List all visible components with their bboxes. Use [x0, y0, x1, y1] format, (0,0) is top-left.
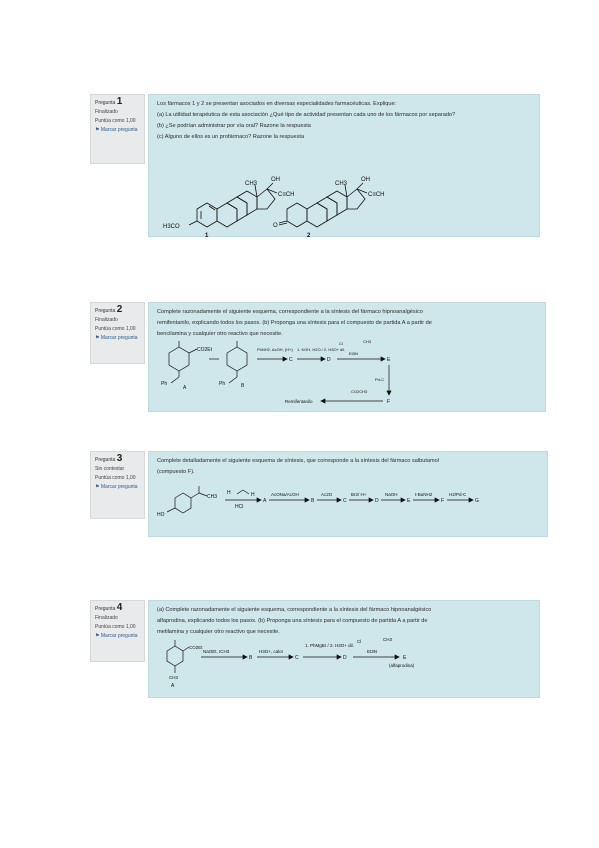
- reagent-label: NaOH: [385, 492, 398, 497]
- question-info-2: [90, 302, 145, 364]
- compound-label: B: [249, 655, 253, 661]
- question-status: Finalizado: [95, 615, 118, 621]
- flag-question-button[interactable]: ⚑ Marcar pregunta: [95, 484, 138, 490]
- reagent-label: HCl: [235, 504, 244, 510]
- molecule-label: OH: [271, 177, 280, 183]
- question-status: Finalizado: [95, 317, 118, 323]
- compound-label: D: [343, 655, 347, 661]
- compound-label: CO2Et: [189, 645, 203, 650]
- reagent-label: 1. PhMgBr / 2. H3O+ dil.: [305, 643, 354, 648]
- molecule-label: H3CO: [163, 224, 180, 230]
- compound-label: Ph: [161, 381, 168, 387]
- reagent-label: NaOEt, ICH3: [203, 649, 230, 654]
- reagent-label: Cl: [339, 341, 343, 346]
- reagent-label: Et3N: [349, 351, 358, 356]
- question-text-line: bencilamina y cualquier otro reactivo que necesite.: [157, 331, 283, 337]
- question-content-1: [148, 94, 540, 237]
- compound-label: A: [171, 683, 175, 689]
- compound-label: Ph: [219, 381, 226, 387]
- question-content-2: [148, 302, 546, 412]
- question-content-4: [148, 600, 540, 698]
- salbutamol-synthesis-scheme: [157, 480, 487, 530]
- reagent-label: CO2CH3: [351, 389, 368, 394]
- molecule-label: CH3: [245, 181, 258, 187]
- compound-label: F: [387, 399, 391, 405]
- molecule-2: [273, 177, 385, 239]
- compound-label: A: [263, 498, 267, 504]
- question-number: Pregunta 2: [95, 304, 123, 315]
- reagent-label: t-BuNH2: [415, 492, 433, 497]
- flag-question-button[interactable]: ⚑ Marcar pregunta: [95, 335, 138, 341]
- svg-text:H: H: [251, 492, 255, 498]
- question-text-line: (b) ¿Se podrían administrar por vía oral? Razone la respuesta: [157, 123, 311, 129]
- compound-label: B: [311, 498, 315, 504]
- reagent-label: Ac2O: [321, 492, 333, 497]
- question-number: Pregunta 1: [95, 96, 123, 107]
- compound-label: C: [295, 655, 299, 661]
- flag-icon: ⚑: [95, 335, 100, 341]
- compound-label: D: [375, 498, 379, 504]
- question-info-4: [90, 600, 145, 662]
- question-text-line: metilamina y cualquier otro reactivo que necesite.: [157, 629, 280, 635]
- compound-label: CH3: [169, 675, 179, 680]
- compound-label: CO2Et: [197, 347, 213, 353]
- product-label: (alfaprodina): [389, 663, 415, 668]
- reagent-label: H: [227, 490, 231, 496]
- reagent-label: PhNH2, AcOH, (H+): [257, 347, 293, 352]
- question-text-line: Los fármacos 1 y 2 se presentan asociados en diversas especialidades farmacéuticas. Explique:: [157, 101, 397, 107]
- reagent-label: Cl: [357, 639, 362, 644]
- reagent-label: H2/Pd-C: [449, 492, 467, 497]
- question-score: Puntúa como 1,00: [95, 475, 136, 481]
- reagent-label: H3O+, calor: [259, 649, 284, 654]
- molecule-number: 1: [205, 233, 209, 239]
- molecule-label: C≡CH: [368, 192, 385, 198]
- compound-label: G: [475, 498, 479, 504]
- product-label: Remifentanilo: [285, 399, 313, 404]
- question-status: Sin contestar: [95, 466, 125, 472]
- molecule-1: [163, 177, 295, 239]
- molecule-label: OH: [361, 177, 370, 183]
- compound-label: D: [327, 357, 331, 363]
- question-info-3: [90, 451, 145, 519]
- svg-text:O: O: [273, 223, 278, 229]
- molecule-label: CH3: [335, 181, 348, 187]
- question-text-line: (compuesto F).: [157, 469, 195, 475]
- reagent-label: AcONa/AcOH: [271, 492, 299, 497]
- question-info-1: [90, 94, 145, 164]
- flag-icon: ⚑: [95, 484, 100, 490]
- question-number: Pregunta 3: [95, 453, 123, 464]
- reagent-label: Et3N: [367, 649, 378, 654]
- question-content-3: [148, 451, 548, 537]
- compound-label: C: [343, 498, 347, 504]
- question-text-line: (c) Alguno de ellos es un profármaco? Razone la respuesta: [157, 134, 305, 140]
- question-score: Puntúa como 1,00: [95, 118, 136, 124]
- remifentanil-synthesis-scheme: [157, 339, 397, 409]
- question-text-line: (a) La utilidad terapéutica de esta asociación ¿Qué tipo de actividad presentan cada uno de los fármacos por separado?: [157, 112, 456, 118]
- compound-label: E: [407, 498, 411, 504]
- question-text-line: remifentanilo, explicando todos los pasos. (b) Proponga una síntesis para el compuesto de partida A a partir de: [157, 320, 432, 326]
- question-number: Pregunta 4: [95, 602, 123, 613]
- flag-question-button[interactable]: ⚑ Marcar pregunta: [95, 127, 138, 133]
- molecule-number: 2: [307, 233, 311, 239]
- compound-label: E: [403, 655, 407, 661]
- compound-label: CH3: [207, 494, 218, 500]
- reagent-label: CH3: [363, 339, 372, 344]
- question-text-line: alfaprodina, explicando todos los pasos. (b) Proponga una síntesis para el compuesto de partida A a partir de: [157, 618, 428, 624]
- compound-label: B: [241, 383, 245, 389]
- question-status: Finalizado: [95, 109, 118, 115]
- reagent-label: Br2/ H+: [351, 492, 367, 497]
- alfaprodine-synthesis-scheme: [157, 637, 427, 697]
- compound-label: E: [387, 357, 391, 363]
- compound-label: C: [289, 357, 293, 363]
- flag-icon: ⚑: [95, 633, 100, 639]
- reagent-label: Pd-C: [375, 377, 385, 382]
- compound-label: HO: [157, 512, 165, 518]
- question-text-line: Complete razonadamente el siguiente esquema, correspondiente a la síntesis del fármaco hipnoanalgésico: [157, 309, 423, 315]
- question-text-line: Complete detalladamente el siguiente esquema de síntesis, que corresponde a la síntesis del fármaco salbutamol: [157, 458, 440, 464]
- steroid-structures-diagram: [157, 159, 417, 239]
- reagent-label: 1. KOH, H2O / 2. H3O+ dil.: [297, 347, 346, 352]
- question-score: Puntúa como 1,00: [95, 326, 136, 332]
- compound-label: F: [441, 498, 445, 504]
- reagent-label: CH3: [383, 637, 393, 642]
- molecule-label: C≡CH: [278, 192, 295, 198]
- compound-label: A: [183, 385, 187, 391]
- flag-icon: ⚑: [95, 127, 100, 133]
- flag-question-button[interactable]: ⚑ Marcar pregunta: [95, 633, 138, 639]
- question-text-line: (a) Complete razonadamente el siguiente esquema, correspondiente a la síntesis del fármaco hipnoanalgésico: [157, 607, 432, 613]
- question-score: Puntúa como 1,00: [95, 624, 136, 630]
